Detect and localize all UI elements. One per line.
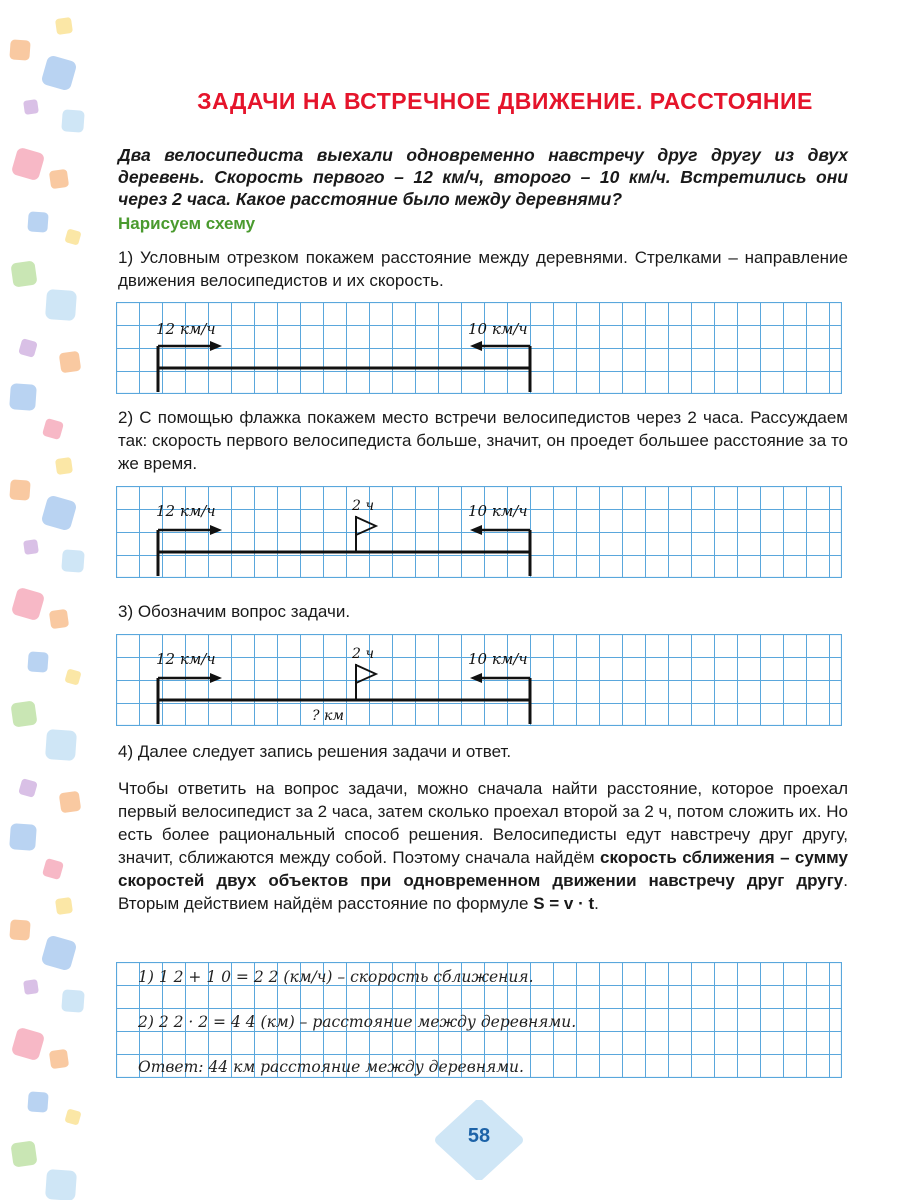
step-2-text: 2) С помощью флажка покажем место встречи велосипедистов через 2 часа. Рассуждаем так: скорость первого велосипедиста больше, значит, он проедет большее расстояние за то же время. [118, 408, 848, 473]
arrow-left-head [470, 525, 482, 535]
arrow-right-head [210, 525, 222, 535]
diagram-2 [116, 486, 842, 578]
decorative-border [0, 0, 110, 1200]
speed-1-label: 12 км/ч [156, 650, 216, 668]
solution-answer: Ответ: 44 км расстояние между деревнями. [138, 1058, 524, 1076]
subheading: Нарисуем схему [118, 214, 256, 233]
page-number: 58 [467, 1125, 491, 1147]
speed-2-label: 10 км/ч [468, 650, 528, 668]
arrow-left-head [470, 673, 482, 683]
arrow-left-head [470, 341, 482, 351]
step-1-text: 1) Условным отрезком покажем расстояние между деревнями. Стрелками – направление движения велосипедистов и их скорость. [118, 248, 848, 290]
arrow-right-head [210, 673, 222, 683]
explanation-end: . [594, 894, 599, 913]
solution-line-2: 2) 2 2 · 2 = 4 4 (км) – расстояние между деревнями. [138, 1013, 577, 1031]
solution-grid [116, 962, 842, 1078]
speed-1-label: 12 км/ч [156, 502, 216, 520]
explanation-text [118, 777, 848, 915]
flag-label: 2 ч [352, 646, 375, 662]
formula: S = v · t [533, 894, 595, 913]
explanation-part-1: Чтобы ответить на вопрос задачи, можно сначала найти расстояние, которое проехал первый велосипедист за 2 часа, затем сколько проехал второй за 2 ч, потом сложить их. Но есть более рациональный способ решения. Велосипедисты едут навстречу друг другу, значит, сближаются между собой. Поэтому сначала найдём [118, 779, 848, 867]
arrow-right-head [210, 341, 222, 351]
step-4-text: 4) Далее следует запись решения задачи и ответ. [118, 742, 512, 761]
solution-line-1: 1) 1 2 + 1 0 = 2 2 (км/ч) – скорость сближения. [138, 968, 534, 986]
explanation-bold: скорость сближения – сумму скоростей двух объектов при одновременном движении навстречу друг другу [118, 848, 848, 890]
speed-2-label: 10 км/ч [468, 320, 528, 338]
task-text: Два велосипедиста выехали одновременно навстречу друг другу из двух деревень. Скорость первого – 12 км/ч, второго – 10 км/ч. Встретились они через 2 часа. Какое расстояние было между деревнями? [118, 145, 848, 209]
diagram-1 [116, 302, 842, 394]
flag-label: 2 ч [352, 498, 375, 514]
explanation-part-2: . Вторым действием найдём расстояние по формуле [118, 871, 848, 913]
speed-1-label: 12 км/ч [156, 320, 216, 338]
diagram-3 [116, 634, 842, 726]
question-label: ? км [312, 708, 344, 724]
page-title: ЗАДАЧИ НА ВСТРЕЧНОЕ ДВИЖЕНИЕ. РАССТОЯНИЕ [197, 88, 813, 114]
speed-2-label: 10 км/ч [468, 502, 528, 520]
step-3-text: 3) Обозначим вопрос задачи. [118, 602, 351, 621]
